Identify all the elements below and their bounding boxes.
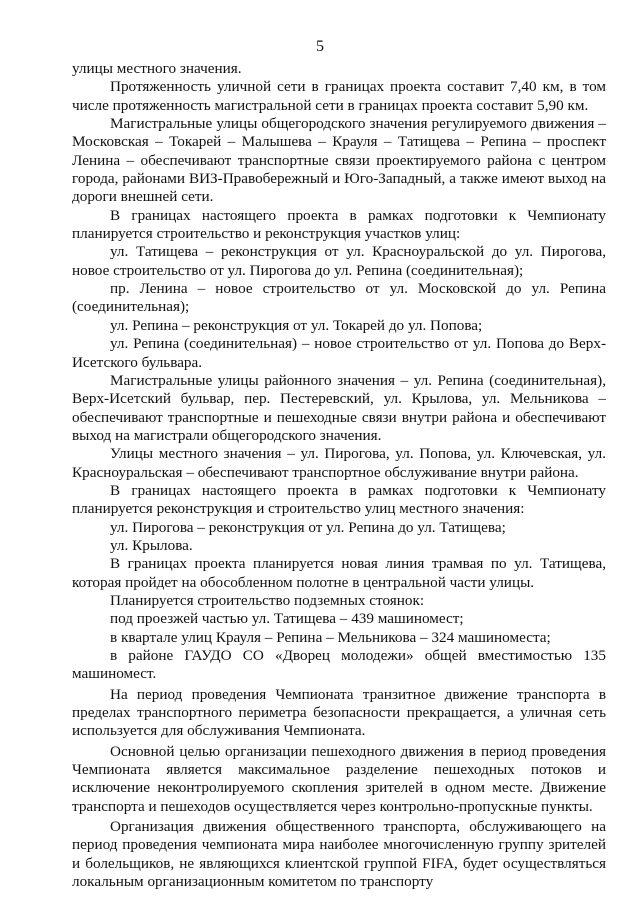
paragraph: ул. Крылова. <box>110 536 193 554</box>
paragraph: пр. Ленина – новое строительство от ул. Московской до ул. Репина (соединительная); <box>72 280 606 316</box>
paragraph: ул. Репина (соединительная) – новое строительство от ул. Попова до Верх-Исетского бульвара. <box>72 335 606 371</box>
paragraph: ул. Репина – реконструкция от ул. Токарей до ул. Попова; <box>110 316 483 334</box>
page-number: 5 <box>316 38 324 55</box>
paragraph: улицы местного значения. <box>72 60 242 77</box>
paragraph: Магистральные улицы общегородского значения регулируемого движения – Московская – Токарей – Малышева – Крауля – Татищева – Репина – проспект Ленина – обеспечивают транспортные связи проектируемого района с центром города, районами ВИЗ-Правобережный и Юго-Западный, а также имеют выход на дороги внешней сети. <box>72 115 606 206</box>
paragraph: Магистральные улицы районного значения – ул. Репина (соединительная), Верх-Исетский бульвар, пер. Пестеревский, ул. Крылова, ул. Мельникова – обеспечивают транспортные и пешеходные связи внутри района и обеспечивают выход на магистрали общегородского значения. <box>72 371 606 444</box>
paragraph: в квартале улиц Крауля – Репина – Мельникова – 324 машиноместа; <box>110 628 551 646</box>
paragraph: В границах настоящего проекта в рамках подготовки к Чемпионату планируется реконструкция и строительство улиц местного значения: <box>72 481 606 518</box>
paragraph: На период проведения Чемпионата транзитное движение транспорта в пределах транспортного периметра безопасности прекращается, а уличная сеть используется для обслуживания Чемпионата. <box>72 685 606 740</box>
paragraph: Протяженность уличной сети в границах проекта составит 7,40 км, в том числе протяженность магистральной сети в границах проекта составит 5,90 км. <box>72 78 606 114</box>
paragraph: Организация движения общественного транспорта, обслуживающего на период проведения чемпионата мира наиболее многочисленную группу зрителей и болельщиков, не являющихся клиентской группой FIFA, будет осуществляться локальным организационным комитетом по транспорту <box>72 818 606 891</box>
paragraph: под проезжей частью ул. Татищева – 439 машиномест; <box>110 610 464 628</box>
paragraph: В границах настоящего проекта в рамках подготовки к Чемпионату планируется строительство и реконструкция участков улиц: <box>72 206 606 243</box>
paragraph: В границах проекта планируется новая линия трамвая по ул. Татищева, которая пройдет на обособленном полотне в центральной части улицы. <box>72 555 606 591</box>
paragraph: в районе ГАУДО СО «Дворец молодежи» общей вместимостью 135 машиномест. <box>72 647 606 683</box>
document-body <box>72 60 606 891</box>
paragraph: Улицы местного значения – ул. Пирогова, ул. Попова, ул. Ключевская, ул. Красноуральская – обеспечивают транспортное обслуживание внутри района. <box>72 445 606 481</box>
paragraph: ул. Татищева – реконструкция от ул. Красноуральской до ул. Пирогова, новое строительство от ул. Пирогова до ул. Репина (соединительная); <box>72 243 606 279</box>
paragraph: ул. Пирогова – реконструкция от ул. Репина до ул. Татищева; <box>110 518 506 536</box>
paragraph: Планируется строительство подземных стоянок: <box>110 591 425 609</box>
paragraph: Основной целью организации пешеходного движения в период проведения Чемпионата является максимальное разделение пешеходных потоков и исключение неконтролируемого скопления зрителей в одном месте. Движение транспорта и пешеходов осуществляется через контрольно-пропускные пункты. <box>72 742 606 815</box>
